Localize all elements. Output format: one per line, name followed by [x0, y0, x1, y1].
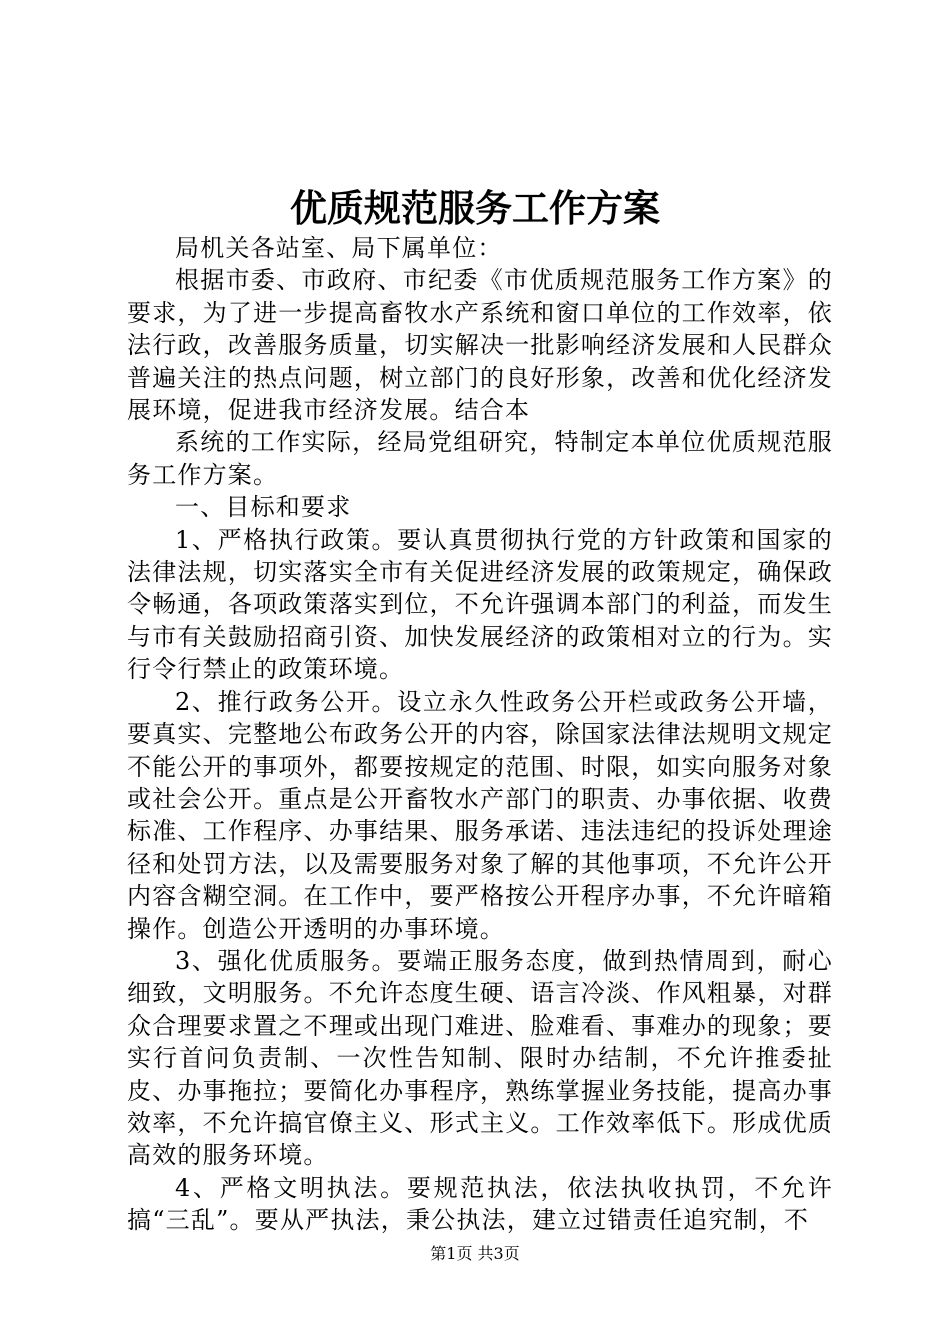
intro-continuation-paragraph: 系统的工作实际，经局党组研究，特制定本单位优质规范服务工作方案。	[127, 428, 833, 489]
section-heading: 一、目标和要求	[175, 493, 352, 522]
item-2-paragraph: 2、推行政务公开。设立永久性政务公开栏或政务公开墙，要真实、完整地公布政务公开的内容，除国家法律法规明文规定不能公开的事项外，都要按规定的范围、时限，如实向服务对象或社会公开。重点是公开畜牧水产部门的职责、办事依据、收费标准、工作程序、办事结果、服务承诺、违法违纪的投诉处理途径和处罚方法，以及需要服务对象了解的其他事项，不允许公开内容含糊空洞。在工作中，要严格按公开程序办事，不允许暗箱操作。创造公开透明的办事环境。	[127, 687, 833, 943]
intro-paragraph: 根据市委、市政府、市纪委《市优质规范服务工作方案》的要求，为了进一步提高畜牧水产系统和窗口单位的工作效率，依法行政，改善服务质量，切实解决一批影响经济发展和人民群众普遍关注的热点问题，树立部门的良好形象，改善和优化经济发展环境，促进我市经济发展。结合本	[127, 266, 833, 425]
item-4-paragraph: 4、严格文明执法。要规范执法，依法执收执罚，不允许搞“三乱”。要从严执法，秉公执法，建立过错责任追究制，不	[127, 1173, 833, 1235]
page-number-footer: 第1页 共3页	[430, 1244, 520, 1263]
salutation-paragraph: 局机关各站室、局下属单位：	[175, 234, 503, 262]
document-body	[127, 232, 833, 1237]
item-3-paragraph: 3、强化优质服务。要端正服务态度，做到热情周到，耐心细致，文明服务。不允许态度生硬、语言冷淡、作风粗暴，对群众合理要求置之不理或出现门难进、脸难看、事难办的现象；要实行首问负责制、一次性告知制、限时办结制，不允许推委扯皮、办事拖拉；要简化办事程序，熟练掌握业务技能，提高办事效率，不允许搞官僚主义、形式主义。工作效率低下。形成优质高效的服务环境。	[127, 946, 833, 1170]
item-1-paragraph: 1、严格执行政策。要认真贯彻执行党的方针政策和国家的法律法规，切实落实全市有关促进经济发展的政策规定，确保政令畅通，各项政策落实到位，不允许强调本部门的利益，而发生与市有关鼓励招商引资、加快发展经济的政策相对立的行为。实行令行禁止的政策环境。	[127, 525, 833, 684]
document-title: 优质规范服务工作方案	[290, 186, 660, 230]
